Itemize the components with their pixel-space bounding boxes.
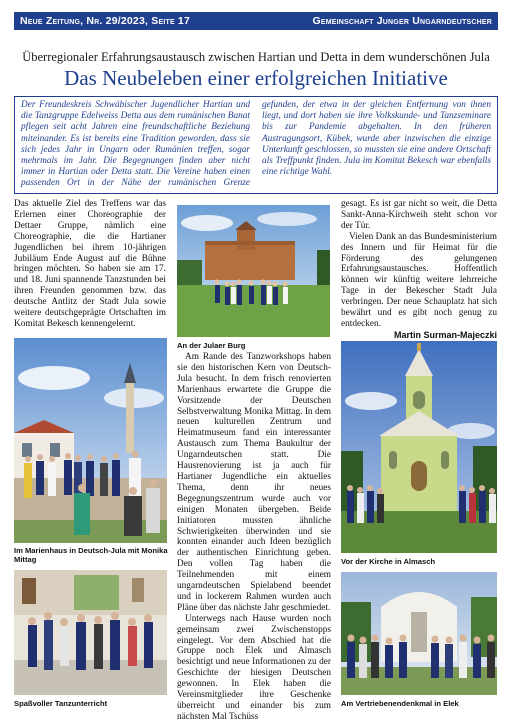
header-section: Gemeinschaft Junger Ungarndeutscher bbox=[312, 15, 492, 27]
photo-church bbox=[341, 341, 497, 553]
header-publication: Neue Zeitung, Nr. 29/2023, Seite 17 bbox=[20, 15, 191, 27]
paragraph: Am Rande des Tanzworkshops haben sie den historischen Kern von Deutsch-Jula besucht. In dem frisch renovierten Marienhaus erwartete die Gruppe die Vorsitzende der Deutschen Selbstverwaltung Monika Mittag. In dem neuen kulturellen Zentrum und Heimatmuseum fand ein interessanter Austausch zum Thema Baukultur der Ungarndeutschen statt. Die Hausrenovierung ist ja auch für Hartianer Jugendliche ein aktuelles Thema, denn ihr neues Begegnungszentrum wurde auch vor einigen Monaten übergeben. Beide Initiatoren mussten ähnliche Schwierigkeiten überwinden und sie konnten einander auch Ideen bezüglich der authentischen Einrichtung geben. Den vollen Tag haben die Teilnehmenden mit einem ungarndeutschen Spielabend beendet und in lockerem Rahmen wurden auch Pläne über das nächste Jahr geschmiedet. bbox=[177, 352, 331, 613]
column-1-text bbox=[14, 199, 166, 334]
article-intro: Der Freundeskreis Schwäbischer Jugendlicher Hartian und die Tanzgruppe Edelweiss Detta aus dem rumänischen Banat pflegen seit acht Jahren eine freundschaftliche Beziehung miteinander. Es ist bereits eine Tradition geworden, dass sie sich jedes Jahr in Ungarn oder Rumänien treffen, sogar mehrmals im Jahr. Die Begegnungen finden aber nicht immer in Hartian oder Detta statt. Die Vereine haben einen passenden Ort in der Nähe der rumänischen Grenze gefunden, der etwa in der gleichen Entfernung von ihnen liegt, und dort haben sie ihre Volkskunde- und Tanzseminare bis zur Pandemie abgehalten. In den früheren Austragungsort, Kübek, wurde aber inzwischen die einzige Unterkunft geschlossen, so mussten sie eine andere Ortschaft als Treffpunkt finden. Jula im Komitat Bekesch war ebenfalls eine richtige Wahl. bbox=[14, 96, 498, 194]
caption-dance: Spaßvoller Tanzunterricht bbox=[14, 699, 108, 708]
column-3-text bbox=[341, 199, 497, 340]
photo-castle bbox=[177, 205, 330, 337]
paragraph: Vielen Dank an das Bundesministerium des Innern und für Heimat für die Förderung des gelungenen Erfahrungsaustausches. Hoffentlich können wir künftig weitere lehrreiche Tage in der Bekescher Stadt Jula verbringen. Der neue Schauplatz hat sich bewährt und es gibt noch genug zu entdecken. bbox=[341, 231, 497, 329]
article-kicker: Überregionaler Erfahrungsaustausch zwischen Hartian und Detta in dem wunderschönen Jula bbox=[22, 50, 490, 64]
photo-marienhaus bbox=[14, 338, 167, 543]
article-title: Das Neubeleben einer erfolgreichen Initiative bbox=[64, 66, 448, 90]
photo-monument bbox=[341, 572, 497, 695]
paragraph: gesagt. Es ist gar nicht so weit, die Detta Sankt-Anna-Kirchweih steht schon vor der Tür. bbox=[341, 199, 497, 231]
column-2-text bbox=[177, 352, 331, 720]
paragraph: Unterwegs nach Hause wurden noch gemeinsam zwei Zwischenstopps eingelegt. Vor dem Abschied hat die Gruppe noch Elek und Almasch besichtigt und neue Informationen zu der Geschichte der hiesigen Deutschen gewonnen. In Elek haben die Vereinsmitglieder ihre Geschenke überreicht und einander bis zum nächsten Mal Tschüss bbox=[177, 613, 331, 722]
photo-dance bbox=[14, 570, 167, 695]
page-header bbox=[14, 12, 498, 30]
caption-church: Vor der Kirche in Almasch bbox=[341, 557, 436, 566]
caption-monument: Am Vertriebenendenkmal in Elek bbox=[341, 699, 459, 708]
paragraph: Das aktuelle Ziel des Treffens war das Erlernen einer Choreographie der Dettaer Gruppe, nämlich eine Choreographie, die die Hartianer Jugendlichen bei ihrem 10-jährigen Jubiläum Ende August auf die Bühne bringen möchten. So haben sie am 17. und 18. Juni spannende Tanzstunden bei ihren Freunden genommen bzw. das deutsche Antlitz der Stadt Jula sowie weitere deutschgeprägte Ortschaften im Komitat Bekesch kennengelernt. bbox=[14, 199, 166, 329]
caption-marienhaus: Im Marienhaus in Deutsch-Jula mit Monika Mittag bbox=[14, 546, 168, 564]
article-author: Martin Surman-Majeczki bbox=[393, 329, 497, 340]
caption-castle: An der Julaer Burg bbox=[177, 341, 246, 350]
